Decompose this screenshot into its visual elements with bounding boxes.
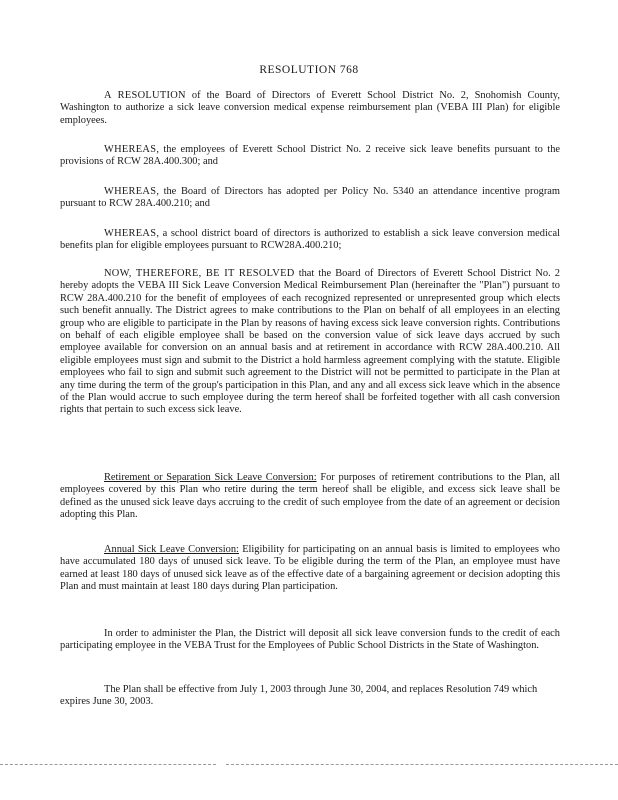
resolved-paragraph <box>60 268 560 417</box>
resolved-lead: NOW, THEREFORE, BE IT RESOLVED <box>104 268 295 279</box>
retirement-text: For purposes of retirement contributions to the Plan, all employees covered by this Plan who retire during the term hereof shall be eligible, and excess sick leave shall be defined as the unused sick leave days accruing to the credit of such employee from the date of an agreement or decision adopting this Plan. <box>60 472 561 521</box>
whereas-text-2: , the Board of Directors has adopted per Policy No. 5340 an attendance incentive program pursuant to RCW 28A.400.210; and <box>60 186 560 210</box>
whereas-lead-2: WHEREAS <box>104 186 157 197</box>
whereas-paragraph-3 <box>60 228 560 253</box>
intro-lead: A RESOLUTION <box>104 90 186 101</box>
resolution-title: RESOLUTION 768 <box>259 64 359 76</box>
resolved-text: that the Board of Directors of Everett School District No. 2 hereby adopts the VEBA III Sick Leave Conversion Medical Reimbursement Plan (hereinafter the "Plan") pursuant to RCW 28A.400.210 for the benefit of employees of each recognized represented or unrepresented group which elects such benefit annually. The District agrees to make contributions to the Plan on behalf of all employees in an electing group who are eligible to participate in the Plan by reasons of having excess sick leave conversion rights. Contributions on behalf of each eligible employee shall be based on the conversion value of sick leave days accrued by such employee available for conversion on an annual basis and at retirement in accordance with RCW 28A.400.210. All eligible employees must sign and submit to the District a hold harmless agreement complying with the statute. Eligible employees who fail to sign and submit such agreement to the District will not be permitted to participate in the Plan at any time during the term of the group's participation in this Plan, and any and all excess sick leave which in the absence of the Plan would accrue to such employee during the term hereof shall be forfeited together with all cash conversion rights that pertain to such excess sick leave. <box>60 268 560 416</box>
whereas-paragraph-1 <box>60 144 560 169</box>
whereas-lead-1: WHEREAS <box>104 144 157 155</box>
intro-text: of the Board of Directors of Everett School District No. 2, Snohomish County, Washington to authorize a sick leave conversion medical expense reimbursement plan (VEBA III Plan) for eligible employees. <box>60 90 560 126</box>
whereas-text-3: , a school district board of directors is authorized to establish a sick leave conversion medical benefits plan for eligible employees pursuant to RCW28A.400.210; <box>60 228 560 252</box>
retirement-heading: Retirement or Separation Sick Leave Conversion: <box>104 472 317 483</box>
annual-heading: Annual Sick Leave Conversion: <box>104 544 239 555</box>
intro-paragraph <box>60 90 560 127</box>
administer-paragraph: In order to administer the Plan, the District will deposit all sick leave conversion funds to the credit of each participating employee in the VEBA Trust for the Employees of Public School Districts in the State of Washington. <box>60 628 560 652</box>
retirement-paragraph <box>60 472 560 522</box>
annual-text: Eligibility for participating on an annual basis is limited to employees who have accumulated 180 days of unused sick leave. To be eligible during the term of the Plan, an employee must have earned at least 180 days of unused sick leave as of the effective date of a bargaining agreement or decision adopting this Plan and must maintain at least 180 days during Plan participation. <box>60 544 560 593</box>
scan-rule-right <box>226 764 618 765</box>
scan-rule-left <box>0 764 216 765</box>
effective-paragraph: The Plan shall be effective from July 1, 2003 through June 30, 2004, and replaces Resolution 749 which expires June 30, 2003. <box>60 684 538 708</box>
whereas-lead-3: WHEREAS <box>104 228 157 239</box>
whereas-paragraph-2 <box>60 186 560 211</box>
whereas-text-1: , the employees of Everett School District No. 2 receive sick leave benefits pursuant to the provisions of RCW 28A.400.300; and <box>60 144 560 168</box>
annual-paragraph <box>60 544 560 594</box>
